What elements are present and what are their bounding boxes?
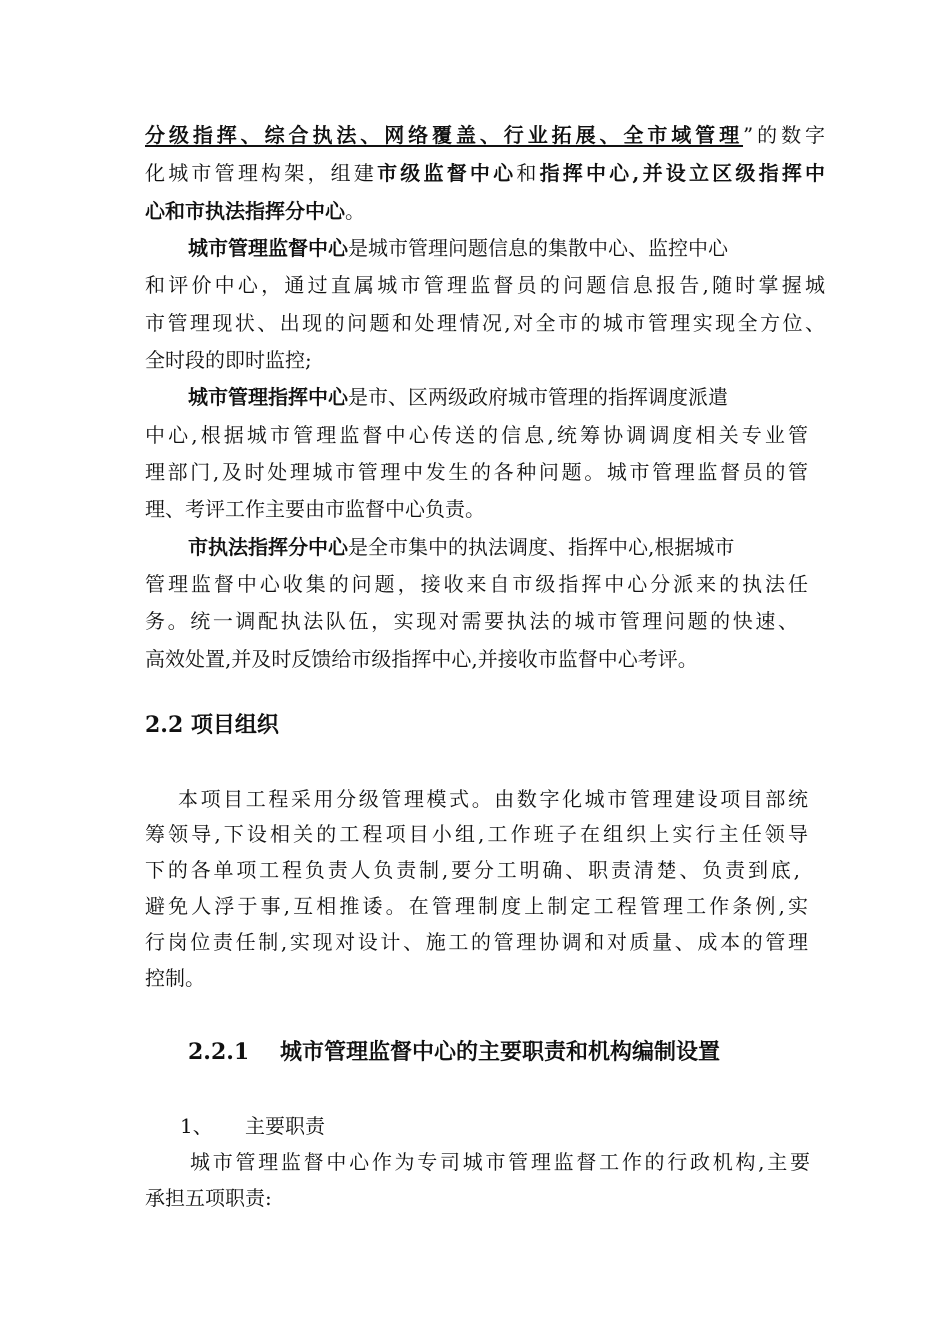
- intro-bold-term: 心和市执法指挥分中心: [145, 199, 345, 223]
- command-term: 城市管理指挥中心: [188, 385, 348, 409]
- paragraph-text: 是城市管理问题信息的集散中心、监控中心: [348, 236, 728, 260]
- section-2-2-1-heading: [188, 1037, 720, 1067]
- section-2-2-line-4: 避免人浮于事,互相推诿。在管理制度上制定工程管理工作条例,实: [145, 894, 808, 918]
- intro-line-3: [145, 197, 825, 225]
- intro-line-1: [145, 121, 825, 149]
- intro-line-2: [145, 159, 825, 187]
- intro-text: 和: [516, 161, 540, 185]
- enforcement-line-4: 高效处置,并及时反馈给市级指挥中心,并接收市监督中心考评。: [145, 647, 698, 671]
- list-item-number: 1、: [180, 1114, 213, 1138]
- intro-bold-term: 指挥中心,并设立区级指挥中: [539, 161, 826, 185]
- supervision-line-3: 市管理现状、出现的问题和处理情况,对全市的城市管理实现全方位、: [145, 311, 825, 335]
- supervision-line-4: 全时段的即时监控;: [145, 348, 312, 372]
- section-number: 2.2.1: [188, 1039, 250, 1065]
- list-item-label: 主要职责: [245, 1114, 325, 1138]
- duties-line-1: 城市管理监督中心作为专司城市管理监督工作的行政机构,主要: [190, 1150, 810, 1174]
- section-2-2-line-6: 控制。: [145, 966, 205, 990]
- section-2-2-line-5: 行岗位责任制,实现对设计、施工的管理协调和对质量、成本的管理: [145, 930, 808, 954]
- enforcement-line-1: [188, 533, 808, 561]
- intro-line-1-rest: ”的数字: [743, 123, 826, 147]
- intro-text: 化城市管理构架，组建: [145, 161, 378, 185]
- paragraph-text: 是全市集中的执法调度、指挥中心,根据城市: [348, 535, 735, 559]
- enforcement-line-2: 管理监督中心收集的问题，接收来自市级指挥中心分派来的执法任: [145, 572, 808, 596]
- intro-text: 。: [345, 199, 365, 223]
- command-line-1: [188, 383, 808, 411]
- section-2-2-line-3: 下的各单项工程负责人负责制,要分工明确、职责清楚、负责到底,: [145, 858, 800, 882]
- supervision-term: 城市管理监督中心: [188, 236, 348, 260]
- paragraph-text: 是市、区两级政府城市管理的指挥调度派遣: [348, 385, 728, 409]
- section-title: 城市管理监督中心的主要职责和机构编制设置: [280, 1039, 721, 1065]
- section-2-2-line-2: 筹领导,下设相关的工程项目小组,工作班子在组织上实行主任领导: [145, 822, 808, 846]
- command-line-3: 理部门,及时处理城市管理中发生的各种问题。城市管理监督员的管: [145, 460, 808, 484]
- intro-bold-underlined-phrase: 分级指挥、综合执法、网络覆盖、行业拓展、全市域管理: [145, 123, 744, 147]
- duties-line-2: 承担五项职责:: [145, 1186, 272, 1210]
- command-line-4: 理、考评工作主要由市监督中心负责。: [145, 497, 485, 521]
- supervision-line-2: 和评价中心，通过直属城市管理监督员的问题信息报告,随时掌握城: [145, 273, 825, 297]
- enforcement-line-3: 务。统一调配执法队伍，实现对需要执法的城市管理问题的快速、: [145, 609, 798, 633]
- enforcement-term: 市执法指挥分中心: [188, 535, 348, 559]
- section-2-2-heading: 2.2 项目组织: [145, 712, 279, 738]
- section-2-2-line-1: 本项目工程采用分级管理模式。由数字化城市管理建设项目部统: [178, 787, 808, 811]
- supervision-line-1: [188, 234, 825, 262]
- duties-list-item: [180, 1112, 860, 1140]
- intro-bold-term: 市级监督中心: [377, 161, 517, 185]
- command-line-2: 中心,根据城市管理监督中心传送的信息,统筹协调调度相关专业管: [145, 423, 808, 447]
